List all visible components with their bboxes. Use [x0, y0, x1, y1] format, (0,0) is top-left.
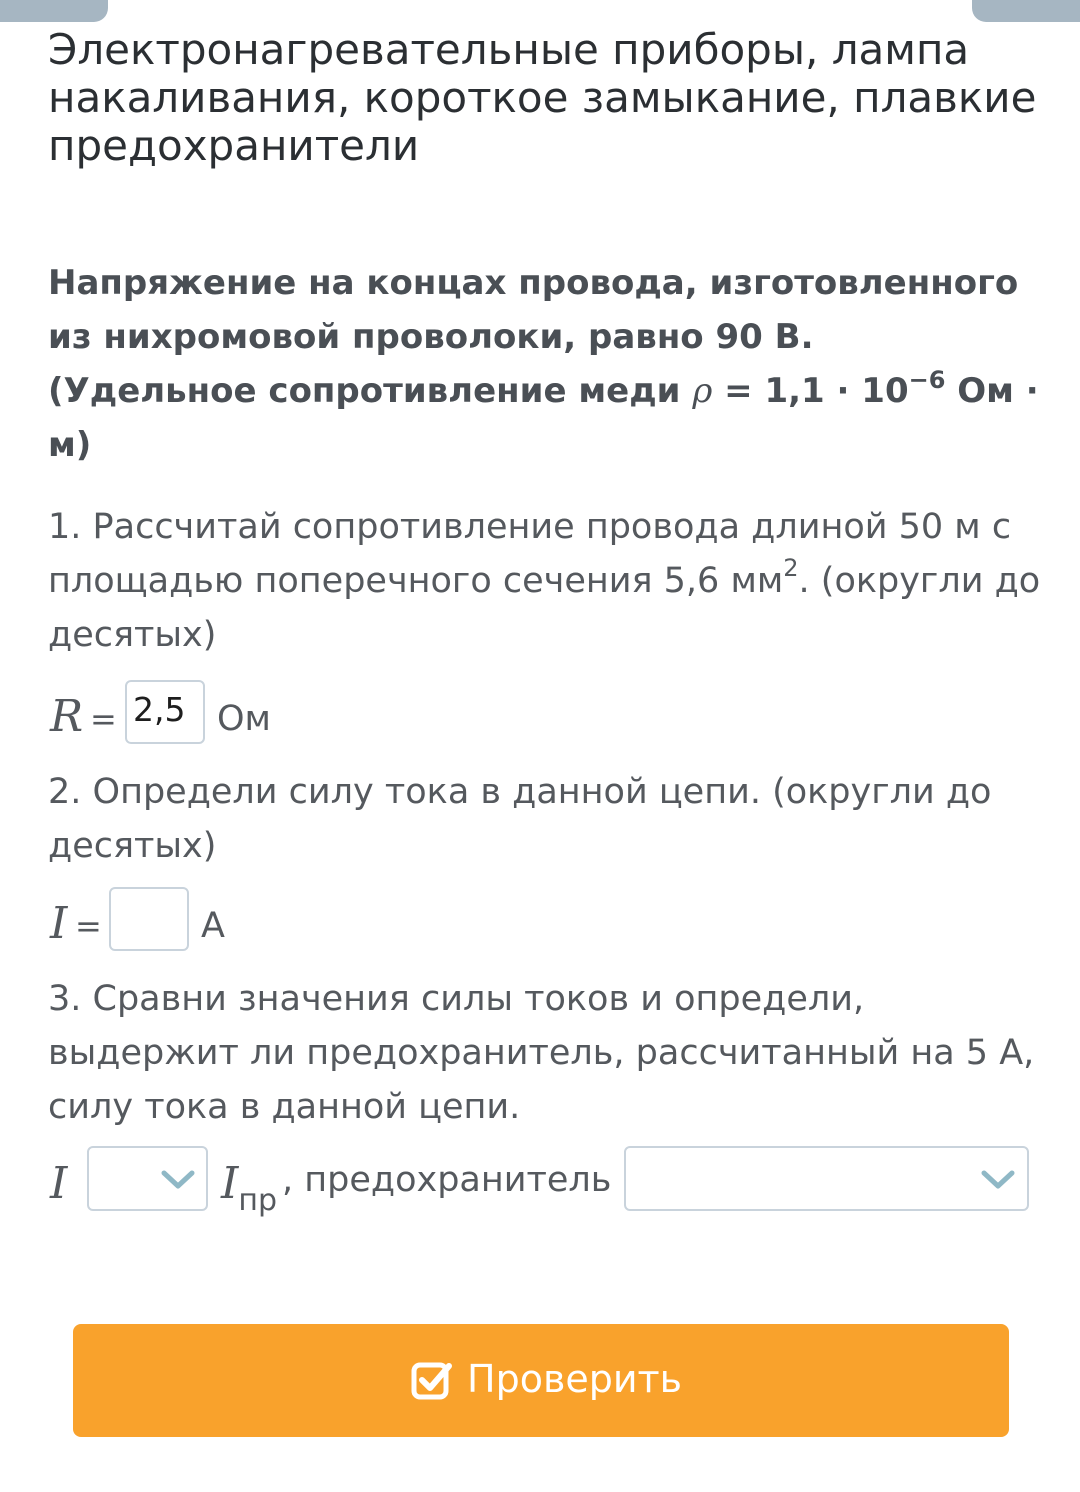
variable-i-fuse-letter: I: [221, 1158, 239, 1209]
variable-r: R: [50, 691, 84, 742]
equals-sign-1: =: [90, 700, 117, 738]
checkbox-check-icon: [411, 1360, 453, 1400]
task-condition-line1: Напряжение на концах провода, изготовленного из нихромовой проволоки, равно 90 В.: [48, 263, 1019, 357]
variable-i-compare: I: [50, 1158, 68, 1209]
question-1-text-after: . (округли до десятых): [48, 561, 1041, 655]
resistance-answer-field[interactable]: 2,5: [125, 680, 205, 744]
task-condition-open: (Удельное сопротивление меди: [48, 371, 693, 411]
comparison-select[interactable]: [87, 1146, 208, 1211]
unit-ampere: А: [201, 906, 225, 946]
rho-symbol: ρ: [692, 371, 713, 411]
unit-ohm: Ом: [217, 699, 271, 739]
chevron-down-icon: [981, 1170, 1015, 1190]
variable-i-fuse: [221, 1158, 278, 1218]
top-tab-left[interactable]: [0, 0, 108, 22]
fuse-verdict-select[interactable]: [624, 1146, 1029, 1211]
question-1-text: [48, 500, 1048, 662]
task-condition-close: Ом · м): [48, 371, 1039, 465]
task-condition-exponent: −6: [908, 366, 946, 394]
chevron-down-icon: [161, 1170, 195, 1190]
fuse-label: , предохранитель: [282, 1160, 612, 1200]
current-answer-field[interactable]: [109, 887, 189, 951]
question-1-superscript: 2: [783, 554, 799, 582]
page-title: Электронагревательные приборы, лампа накаливания, короткое замыкание, плавкие предохранители: [48, 25, 1037, 170]
question-2-text: 2. Определи силу тока в данной цепи. (округли до десятых): [48, 772, 992, 866]
question-3-text: 3. Сравни значения силы токов и определи, выдержит ли предохранитель, рассчитанный на 5 А, силу тока в данной цепи.: [48, 979, 1035, 1127]
equals-sign-2: =: [75, 907, 102, 945]
task-condition-value: = 1,1 · 10: [712, 371, 909, 411]
top-tab-right[interactable]: [972, 0, 1080, 22]
variable-i: I: [50, 898, 68, 949]
check-button[interactable]: [73, 1324, 1009, 1437]
variable-i-fuse-subscript: пр: [238, 1183, 278, 1218]
check-button-label: Проверить: [467, 1357, 683, 1401]
task-condition: [48, 256, 1048, 472]
question-1-text-before: 1. Рассчитай сопротивление провода длиной 50 м с площадью поперечного сечения 5,6 мм: [48, 507, 1012, 601]
